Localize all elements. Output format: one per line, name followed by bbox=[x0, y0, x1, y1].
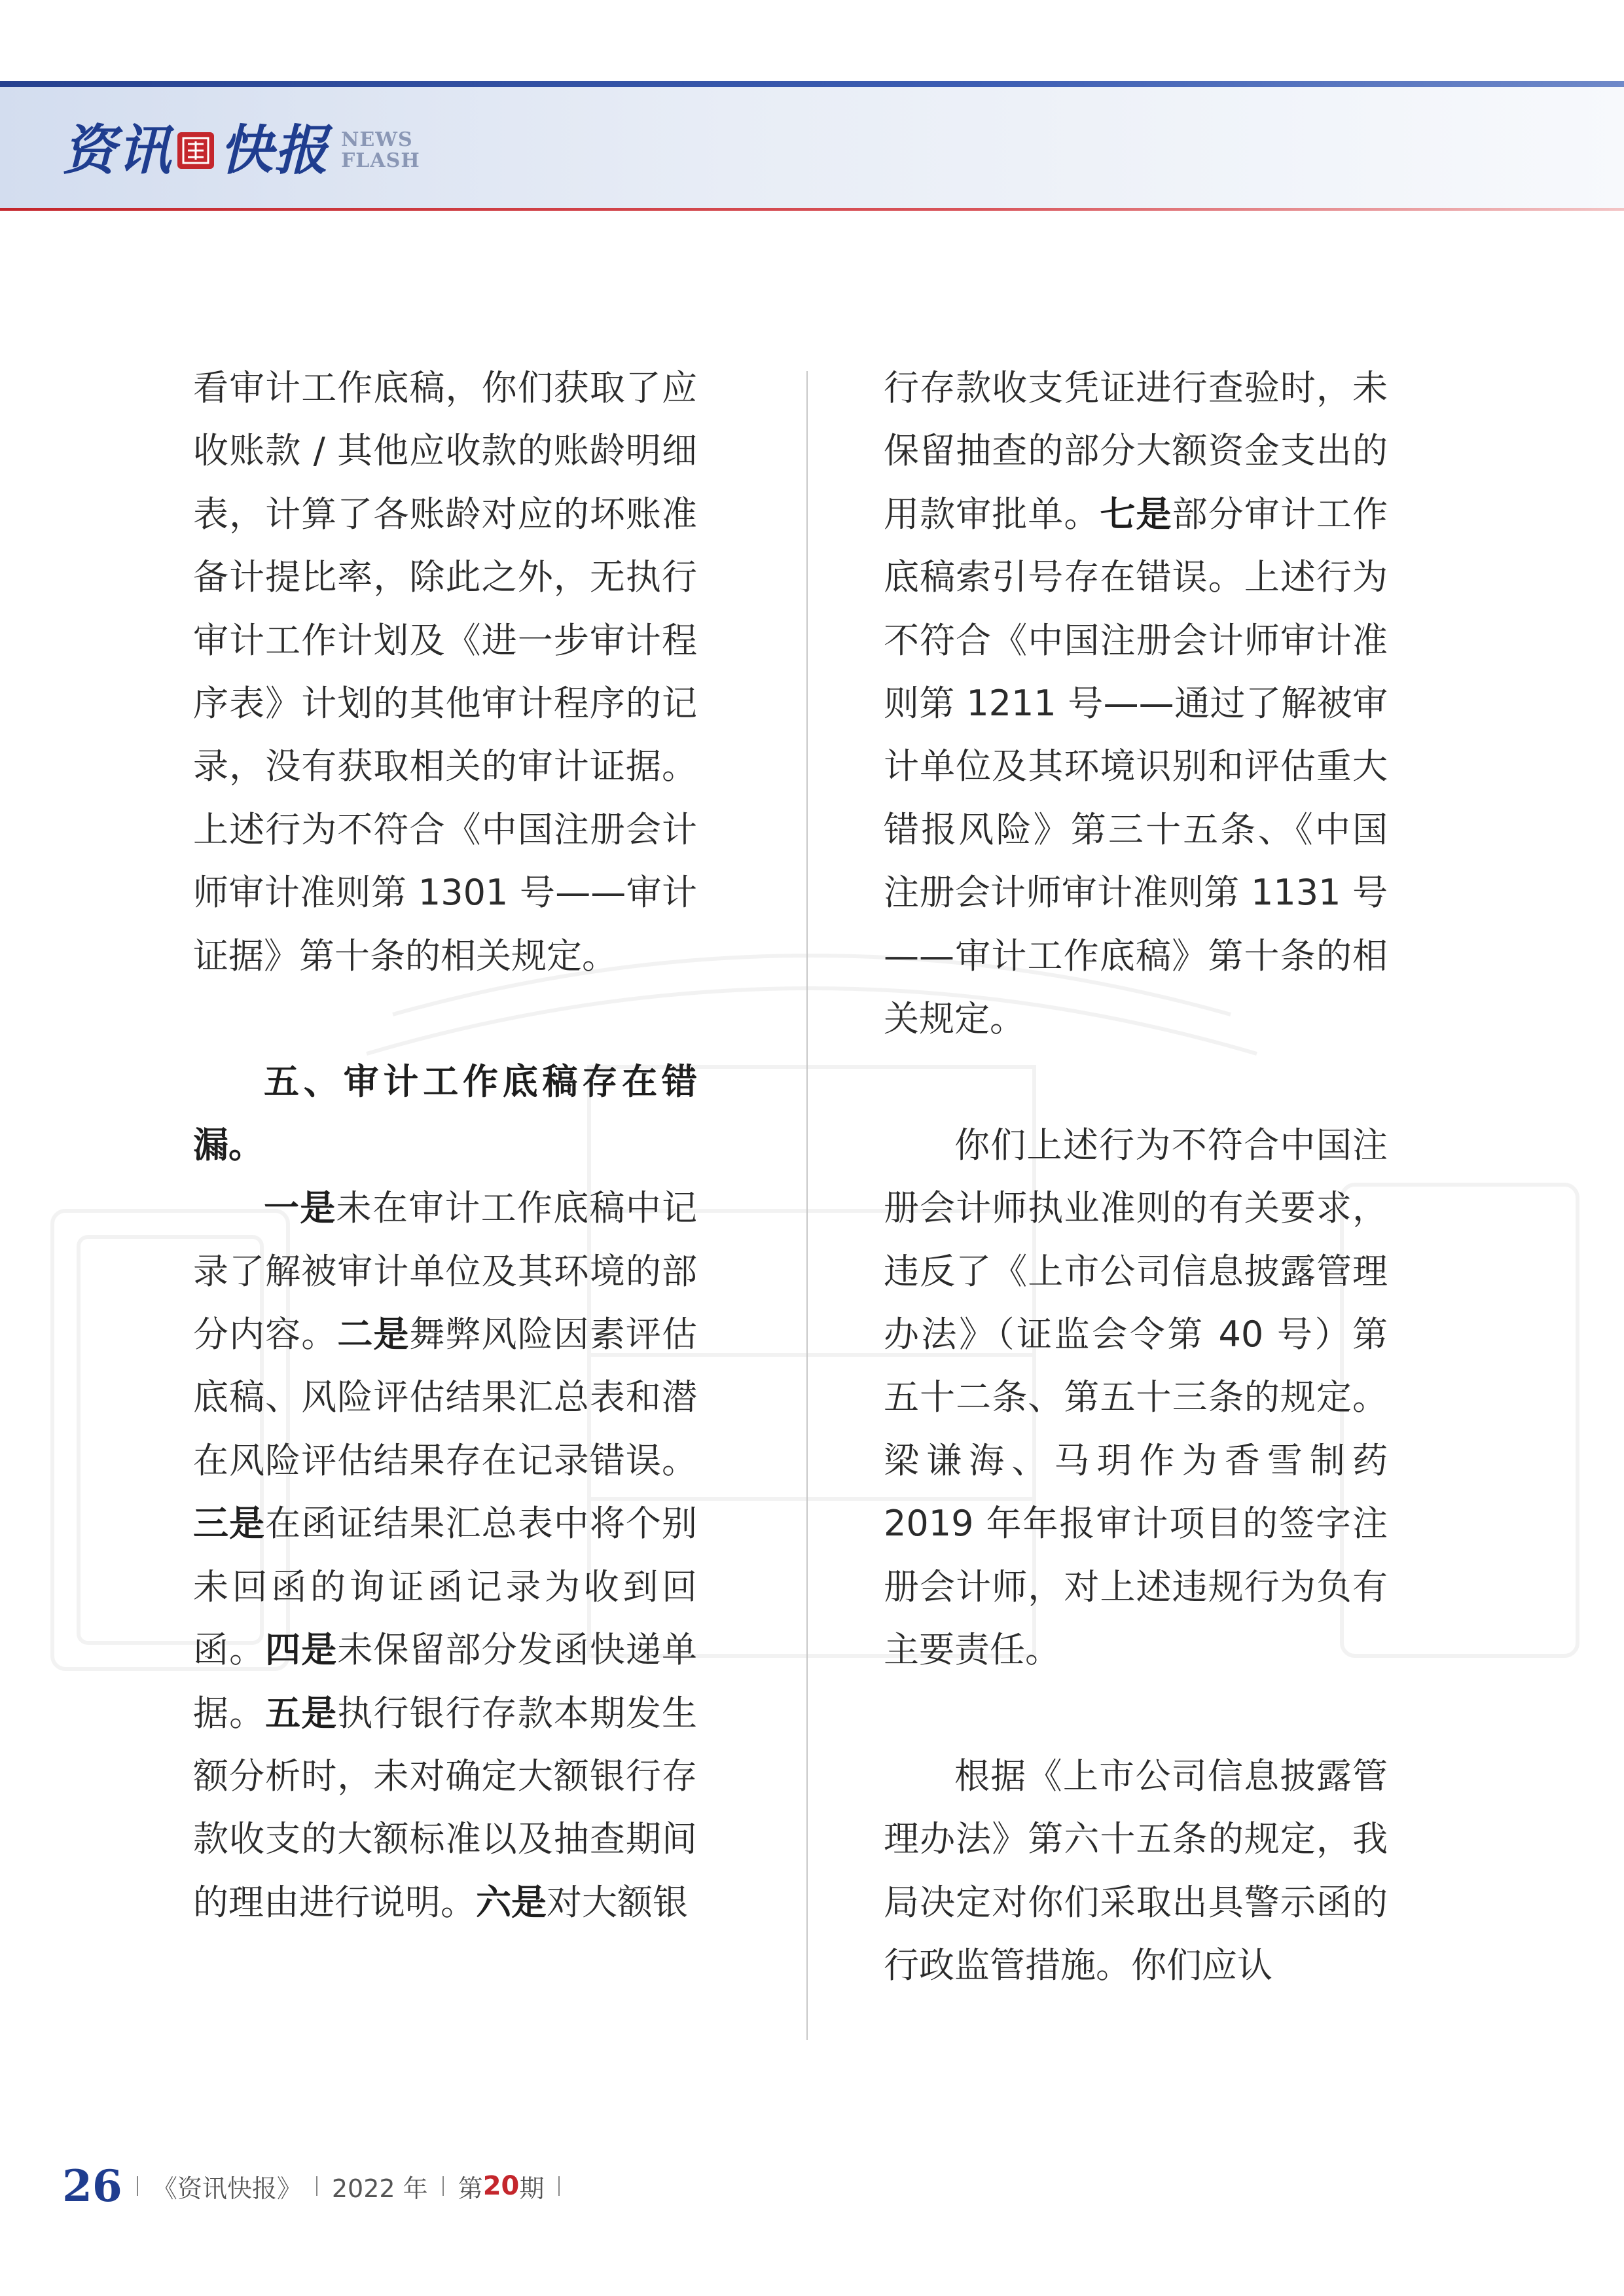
masthead-logo bbox=[62, 115, 420, 187]
point-label-4: 四是 bbox=[265, 1629, 338, 1671]
seal-glyph-icon bbox=[181, 136, 210, 165]
header-red-rule bbox=[0, 208, 1624, 211]
publication-name: 《资讯快报》 bbox=[152, 2174, 302, 2203]
right-paragraph-3: 根据《上市公司信息披露管理办法》第六十五条的规定，我局决定对你们采取出具警示函的行政监管措施。你们应认 bbox=[884, 1755, 1388, 1986]
footer-separator bbox=[137, 2176, 138, 2196]
issue-prefix: 第 bbox=[458, 2174, 483, 2203]
page-footer bbox=[62, 2160, 574, 2212]
right-paragraph-2: 你们上述行为不符合中国注册会计师执业准则的有关要求，违反了《上市公司信息披露管理办法》（证监会令第 40 号）第五十二条、第五十三条的规定。梁谦海、马玥作为香雪制药 2019 年年报审计项目的签字注册会计师，对上述违规行为负有主要责任。 bbox=[884, 1124, 1388, 1671]
issue-number: 20 bbox=[482, 2171, 520, 2201]
section-heading-text: 五、审计工作底稿存在错漏。 bbox=[193, 1061, 697, 1166]
left-paragraph-2 bbox=[193, 1177, 697, 1934]
point-label-1: 一是 bbox=[264, 1187, 336, 1229]
right-paragraph-1 bbox=[884, 357, 1388, 1050]
page-number: 26 bbox=[62, 2161, 122, 2212]
point-label-6: 六是 bbox=[476, 1881, 547, 1923]
footer-separator bbox=[442, 2176, 444, 2196]
footer-separator bbox=[316, 2176, 317, 2196]
right-column bbox=[884, 357, 1388, 1998]
point-text-4: 未保留部分发函快递单据。 bbox=[193, 1629, 698, 1734]
seal-icon bbox=[177, 132, 214, 169]
point-label-2: 二是 bbox=[337, 1314, 410, 1355]
point-text-2: 舞弊风险因素评估底稿、风险评估结果汇总表和潜在风险评估结果存在记录错误。 bbox=[193, 1314, 698, 1481]
column-divider bbox=[806, 371, 808, 2040]
left-paragraph-1: 看审计工作底稿，你们获取了应收账款 / 其他应收款的账龄明细表，计算了各账龄对应的坏账准备计提比率，除此之外，无执行审计工作计划及《进一步审计程序表》计划的其他审计程序的记录，没有获取相关的审计证据。上述行为不符合《中国注册会计师审计准则第 1301 号——审计证据》第十条的相关规定。 bbox=[193, 367, 697, 977]
right-text-2: 部分审计工作底稿索引号存在错误。上述行为不符合《中国注册会计师审计准则第 1211 号——通过了解被审计单位及其环境识别和评估重大错报风险》第三十五条、《中国注册会计师审计准则第 1131 号——审计工作底稿》第十条的相关规定。 bbox=[884, 493, 1388, 1040]
brand-english-line-1: NEWS bbox=[341, 128, 413, 151]
brand-english bbox=[341, 130, 420, 171]
left-column bbox=[193, 357, 697, 1934]
issue-suffix: 期 bbox=[519, 2174, 545, 2203]
section-heading bbox=[193, 1050, 697, 1177]
point-label-7: 七是 bbox=[1100, 493, 1172, 535]
brand-english-line-2: FLASH bbox=[341, 149, 420, 172]
brand-name-left: 资讯 bbox=[62, 119, 172, 182]
brand-name-right: 快报 bbox=[219, 119, 329, 182]
publication-year: 2022 年 bbox=[331, 2174, 428, 2203]
header-top-stripe bbox=[0, 81, 1624, 87]
point-text-5: 执行银行存款本期发生额分析时，未对确定大额银行存款收支的大额标准以及抽查期间的理由进行说明。 bbox=[193, 1692, 698, 1923]
point-label-3: 三是 bbox=[193, 1503, 266, 1545]
right-text-1: 行存款收支凭证进行查验时，未保留抽查的部分大额资金支出的用款审批单。 bbox=[884, 367, 1388, 535]
point-text-1: 未在审计工作底稿中记录了解被审计单位及其环境的部分内容。 bbox=[193, 1187, 698, 1355]
point-label-5: 五是 bbox=[265, 1692, 338, 1734]
footer-separator bbox=[558, 2176, 560, 2196]
point-text-6: 对大额银 bbox=[547, 1881, 688, 1923]
point-text-3: 在函证结果汇总表中将个别未回函的询证函记录为收到回函。 bbox=[193, 1503, 698, 1671]
